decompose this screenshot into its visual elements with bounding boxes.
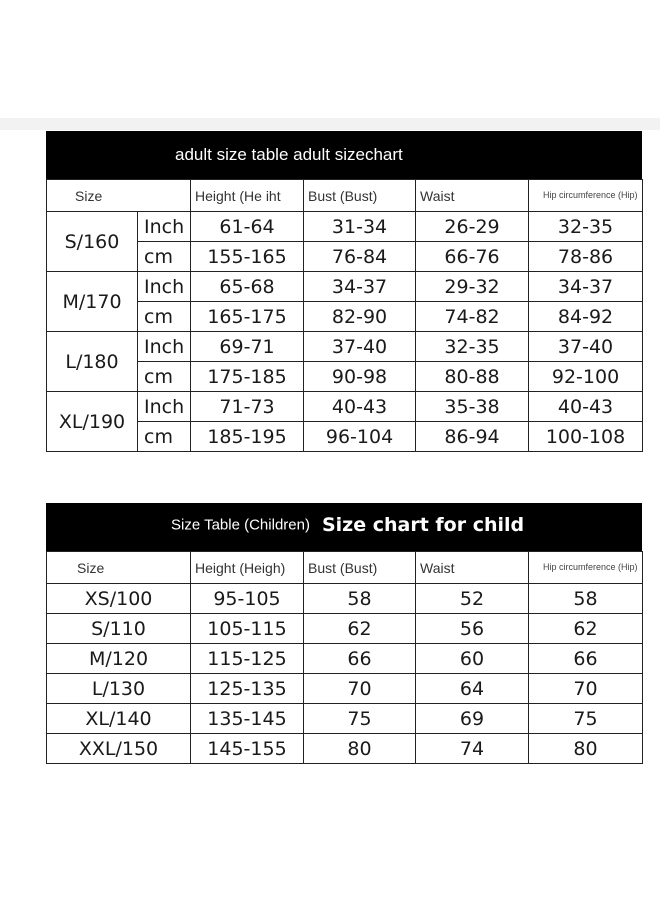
height-value: 135-145 [191,704,304,734]
unit-label: cm [138,242,191,272]
table-row [47,614,643,644]
hip-value: 78-86 [529,242,643,272]
bust-value: 37-40 [304,332,416,362]
unit-label: cm [138,422,191,452]
height-value: 61-64 [191,212,304,242]
bust-value: 82-90 [304,302,416,332]
waist-value: 60 [416,644,529,674]
waist-value: 86-94 [416,422,529,452]
waist-value: 56 [416,614,529,644]
adult-header-hip: Hip circumference (Hip) [529,180,643,212]
hip-value: 62 [529,614,643,644]
hip-value: 32-35 [529,212,643,242]
waist-value: 32-35 [416,332,529,362]
child-table-title [171,514,524,536]
child-table-title-small: Size Table (Children) [171,516,310,534]
waist-value: 66-76 [416,242,529,272]
bust-value: 75 [304,704,416,734]
hip-value: 58 [529,584,643,614]
table-row [47,272,643,302]
child-header-size: Size [47,552,191,584]
size-label: S/160 [47,212,138,272]
adult-header-bust: Bust (Bust) [304,180,416,212]
height-value: 95-105 [191,584,304,614]
hip-value: 84-92 [529,302,643,332]
hip-value: 70 [529,674,643,704]
adult-header-row [47,180,643,212]
size-label: L/130 [47,674,191,704]
bust-value: 90-98 [304,362,416,392]
bust-value: 70 [304,674,416,704]
bust-value: 31-34 [304,212,416,242]
child-header-height: Height (Heigh) [191,552,304,584]
bust-value: 34-37 [304,272,416,302]
size-label: XL/140 [47,704,191,734]
table-row [47,704,643,734]
table-row [47,734,643,764]
height-value: 155-165 [191,242,304,272]
child-size-table [46,503,642,764]
unit-label: cm [138,362,191,392]
table-row [47,332,643,362]
unit-label: Inch [138,392,191,422]
height-value: 69-71 [191,332,304,362]
waist-value: 80-88 [416,362,529,392]
size-label: XXL/150 [47,734,191,764]
waist-value: 69 [416,704,529,734]
waist-value: 74-82 [416,302,529,332]
child-header-row [47,552,643,584]
height-value: 105-115 [191,614,304,644]
child-table-banner [46,503,642,551]
height-value: 71-73 [191,392,304,422]
child-header-waist: Waist [416,552,529,584]
size-label: L/180 [47,332,138,392]
unit-label: Inch [138,272,191,302]
height-value: 185-195 [191,422,304,452]
table-row [47,212,643,242]
table-row [47,584,643,614]
size-label: M/120 [47,644,191,674]
hip-value: 100-108 [529,422,643,452]
size-label: M/170 [47,272,138,332]
size-label: S/110 [47,614,191,644]
height-value: 145-155 [191,734,304,764]
adult-header-waist: Waist [416,180,529,212]
child-header-bust: Bust (Bust) [304,552,416,584]
hip-value: 66 [529,644,643,674]
bust-value: 76-84 [304,242,416,272]
bust-value: 62 [304,614,416,644]
waist-value: 64 [416,674,529,704]
hip-value: 40-43 [529,392,643,422]
unit-label: cm [138,302,191,332]
height-value: 115-125 [191,644,304,674]
size-label: XL/190 [47,392,138,452]
bust-value: 96-104 [304,422,416,452]
hip-value: 80 [529,734,643,764]
size-label: XS/100 [47,584,191,614]
bust-value: 80 [304,734,416,764]
adult-size-table [46,131,642,452]
hip-value: 75 [529,704,643,734]
height-value: 125-135 [191,674,304,704]
bust-value: 66 [304,644,416,674]
hip-value: 34-37 [529,272,643,302]
waist-value: 29-32 [416,272,529,302]
height-value: 175-185 [191,362,304,392]
unit-label: Inch [138,212,191,242]
bust-value: 40-43 [304,392,416,422]
adult-table-banner [46,131,642,179]
table-row [47,674,643,704]
child-table-title-big: Size chart for child [321,514,525,536]
waist-value: 26-29 [416,212,529,242]
bust-value: 58 [304,584,416,614]
adult-header-size: Size [47,180,191,212]
hip-value: 37-40 [529,332,643,362]
unit-label: Inch [138,332,191,362]
child-size-grid [46,551,643,764]
height-value: 65-68 [191,272,304,302]
adult-header-height: Height (He iht [191,180,304,212]
table-row [47,392,643,422]
adult-table-title: adult size table adult sizechart [175,145,403,164]
child-header-hip: Hip circumference (Hip) [529,552,643,584]
waist-value: 35-38 [416,392,529,422]
hip-value: 92-100 [529,362,643,392]
adult-size-grid [46,179,643,452]
height-value: 165-175 [191,302,304,332]
waist-value: 52 [416,584,529,614]
top-band [0,118,660,130]
waist-value: 74 [416,734,529,764]
table-row [47,644,643,674]
